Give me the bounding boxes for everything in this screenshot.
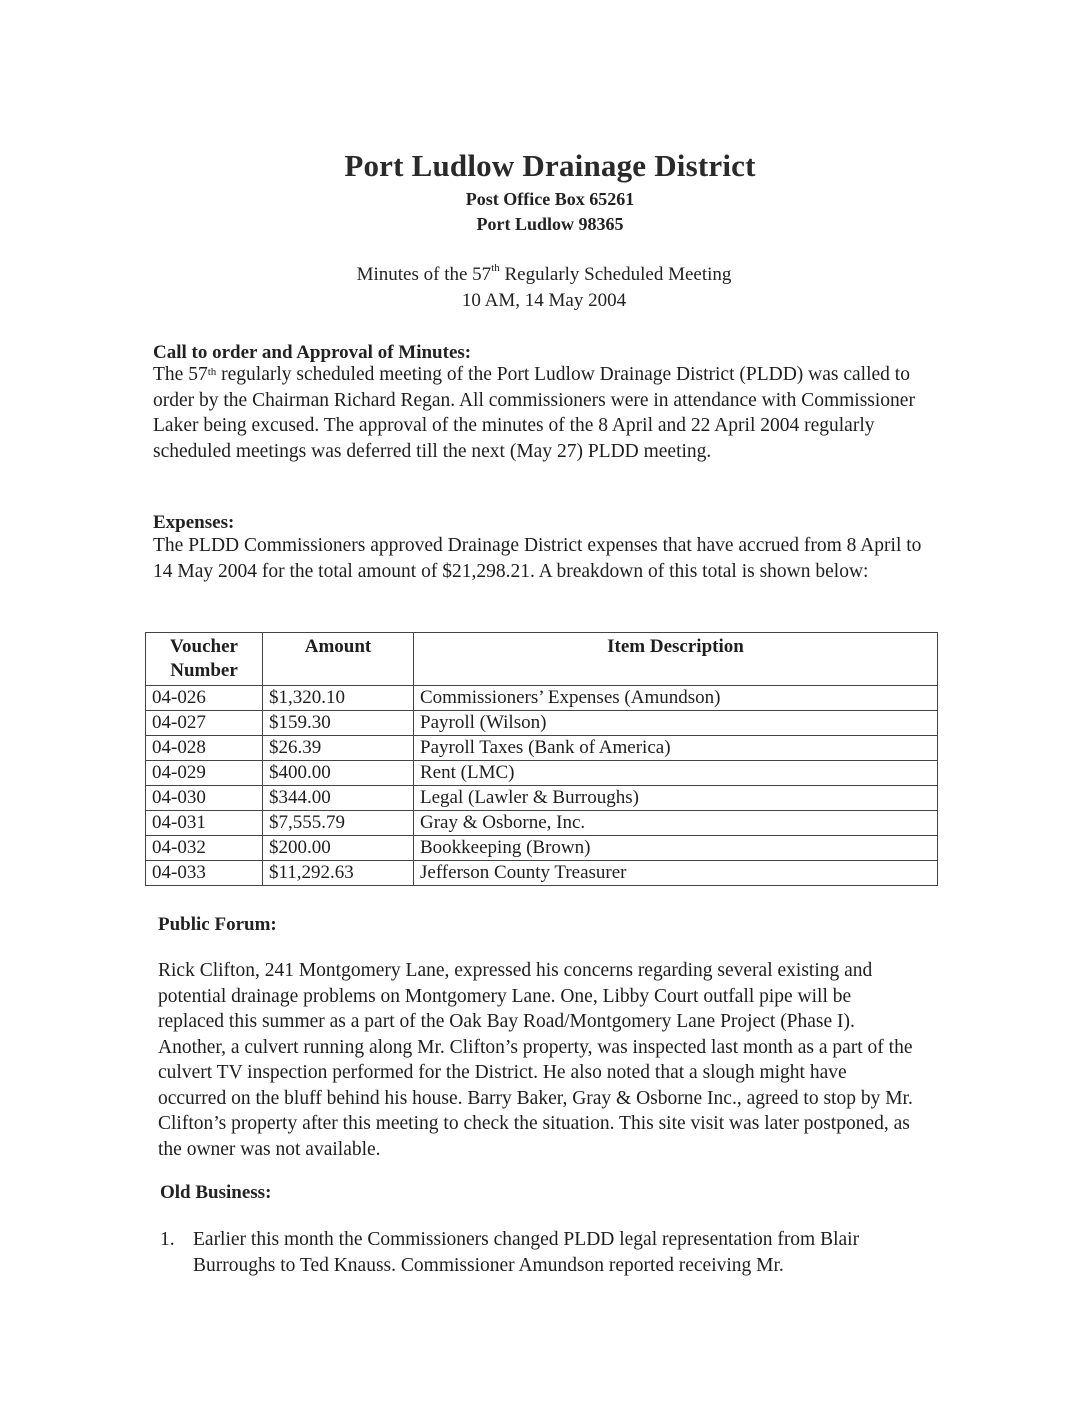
- voucher-cell: 04-033: [146, 861, 263, 886]
- amount-cell: $26.39: [263, 736, 414, 761]
- meeting-title-sup: th: [491, 262, 500, 274]
- old-business-item: [160, 1227, 940, 1287]
- description-cell: Rent (LMC): [414, 761, 938, 786]
- description-cell: Bookkeeping (Brown): [414, 836, 938, 861]
- amount-cell: $11,292.63: [263, 861, 414, 886]
- expenses-text: The PLDD Commissioners approved Drainage District expenses that have accrued from 8 April to 14 May 2004 for the total amount of $21,298.21. A breakdown of this total is shown below:: [153, 535, 922, 582]
- amount-cell: $344.00: [263, 786, 414, 811]
- organization-title: Port Ludlow Drainage District: [344, 148, 756, 183]
- call-to-order-heading: Call to order and Approval of Minutes:: [153, 342, 472, 363]
- expenses-table: [145, 632, 938, 886]
- table-row: [146, 736, 938, 761]
- address-line-1: Post Office Box 65261: [465, 189, 635, 209]
- table-header-row: [146, 633, 938, 686]
- meeting-time: 10 AM, 14 May 2004: [461, 290, 627, 311]
- address-line-2: Port Ludlow 98365: [476, 214, 624, 234]
- voucher-cell: 04-030: [146, 786, 263, 811]
- description-cell: Gray & Osborne, Inc.: [414, 811, 938, 836]
- description-cell: Payroll Taxes (Bank of America): [414, 736, 938, 761]
- voucher-cell: 04-032: [146, 836, 263, 861]
- call-to-order-rest: regularly scheduled meeting of the Port Ludlow Drainage District (PLDD) was called to order by the Chairman Richard Regan. All commissioners were in attendance with Commissioner Laker being excused. The approval of the minutes of the 8 April and 22 April 2004 regularly scheduled meetings was deferred till the next (May 27) PLDD meeting.: [153, 364, 915, 462]
- table-row: [146, 786, 938, 811]
- call-to-order-text: [153, 362, 933, 464]
- amount-cell: $7,555.79: [263, 811, 414, 836]
- meeting-title-suffix: Regularly Scheduled Meeting: [499, 264, 732, 285]
- table-row: [146, 711, 938, 736]
- voucher-cell: 04-028: [146, 736, 263, 761]
- public-forum-text: Rick Clifton, 241 Montgomery Lane, expressed his concerns regarding several existing and potential drainage problems on Montgomery Lane. One, Libby Court outfall pipe will be replaced this summer as a part of the Oak Bay Road/Montgomery Lane Project (Phase I). Another, a culvert running along Mr. Clifton’s property, was inspected last month as a part of the culvert TV inspection performed for the District. He also noted that a slough might have occurred on the bluff behind his house. Barry Baker, Gray & Osborne Inc., agreed to stop by Mr. Clifton’s property after this meeting to check the situation. This site visit was later postponed, as the owner was not available.: [158, 960, 913, 1160]
- table-row: [146, 761, 938, 786]
- meeting-title: [0, 264, 1088, 286]
- call-to-order-sup: th: [207, 366, 217, 378]
- table-row: [146, 861, 938, 886]
- table-row: [146, 836, 938, 861]
- voucher-cell: 04-029: [146, 761, 263, 786]
- table-row: [146, 686, 938, 711]
- description-cell: Jefferson County Treasurer: [414, 861, 938, 886]
- voucher-cell: 04-031: [146, 811, 263, 836]
- table-row: [146, 811, 938, 836]
- meeting-title-prefix: Minutes of the 57: [356, 264, 492, 285]
- amount-cell: $400.00: [263, 761, 414, 786]
- voucher-cell: 04-027: [146, 711, 263, 736]
- old-business-item-text: Earlier this month the Commissioners changed PLDD legal representation from Blair Burroughs to Ted Knauss. Commissioner Amundson reported receiving Mr.: [193, 1229, 860, 1276]
- description-cell: Legal (Lawler & Burroughs): [414, 786, 938, 811]
- header-voucher-number: Voucher Number: [146, 633, 263, 686]
- public-forum-heading: Public Forum:: [158, 914, 277, 935]
- voucher-cell: 04-026: [146, 686, 263, 711]
- old-business-heading: Old Business:: [160, 1182, 272, 1203]
- call-to-order-prefix: The 57: [153, 364, 208, 385]
- amount-cell: $200.00: [263, 836, 414, 861]
- amount-cell: $159.30: [263, 711, 414, 736]
- description-cell: Payroll (Wilson): [414, 711, 938, 736]
- amount-cell: $1,320.10: [263, 686, 414, 711]
- expenses-heading: Expenses:: [153, 512, 235, 533]
- old-business-item-number: 1.: [160, 1229, 175, 1250]
- header-item-description: Item Description: [414, 633, 938, 686]
- header-amount: Amount: [263, 633, 414, 686]
- description-cell: Commissioners’ Expenses (Amundson): [414, 686, 938, 711]
